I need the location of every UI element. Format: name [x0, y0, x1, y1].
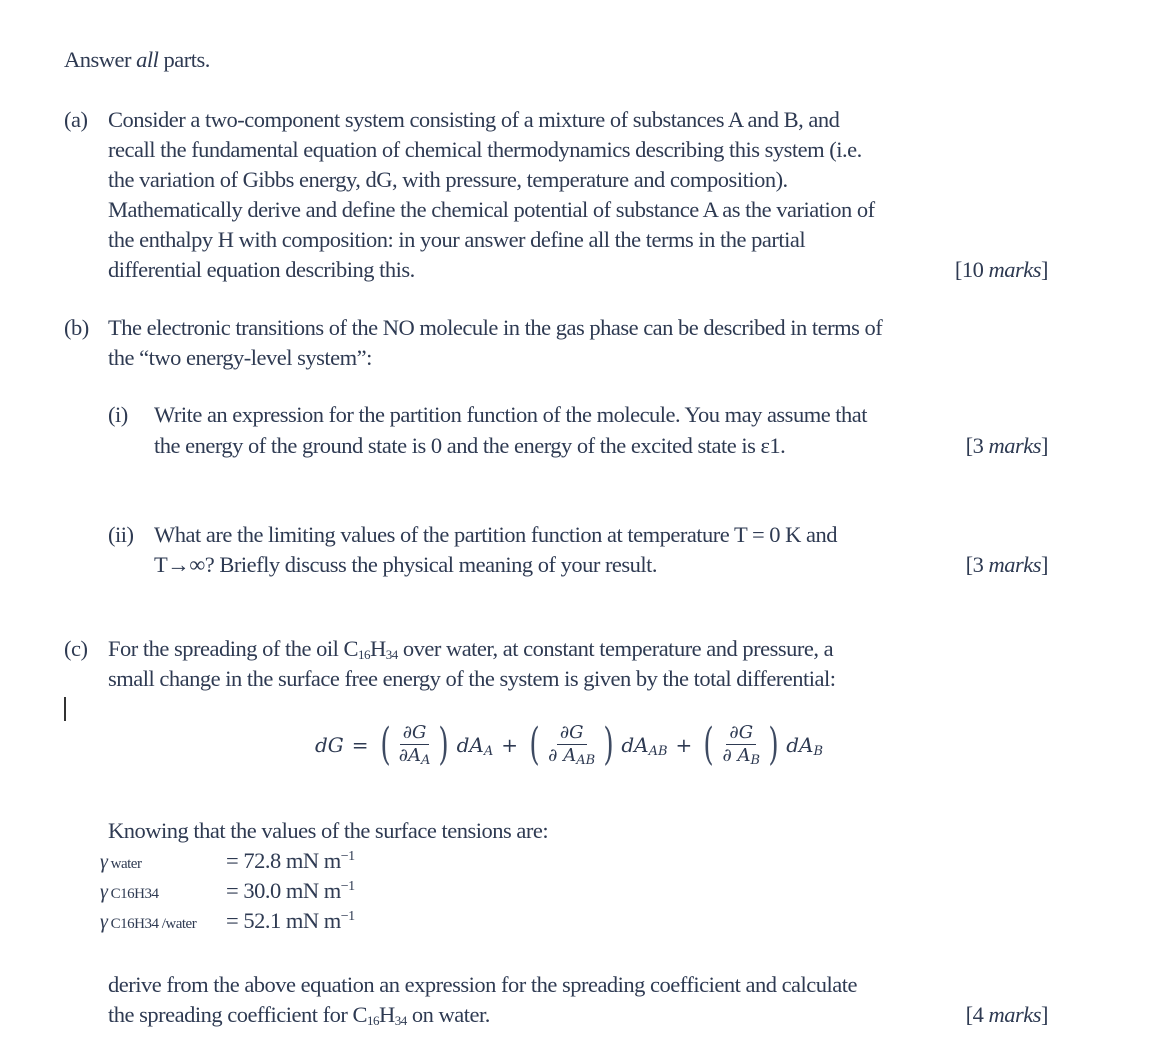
part-a-label: (a)	[64, 107, 88, 132]
den-var: ∂ A	[722, 745, 751, 766]
frac-numerator: ∂G	[557, 722, 587, 745]
tension-oil	[100, 876, 355, 909]
text: H	[369, 636, 386, 661]
tension-exponent: −1	[340, 879, 355, 894]
tension-subscript: water	[107, 856, 142, 872]
tension-water	[100, 846, 355, 879]
subscript: 16	[366, 1013, 379, 1028]
tension-subscript: C16H34	[107, 886, 159, 902]
part-b-i-label: (i)	[108, 402, 128, 427]
part-a-line-2: recall the fundamental equation of chemical thermodynamics describing this system (i.e.	[108, 137, 862, 162]
tension-exponent: −1	[340, 909, 355, 924]
eq-lhs: dG	[315, 732, 344, 757]
differential-2	[621, 733, 667, 757]
marks-word: marks	[988, 1002, 1041, 1027]
diff-sub: B	[813, 743, 824, 759]
subscript: 34	[385, 647, 398, 662]
subscript: 34	[394, 1013, 407, 1028]
paren-open-icon: (	[379, 718, 391, 770]
den-var: ∂ A	[548, 745, 577, 766]
part-b-ii-marks	[966, 550, 1048, 580]
text-cursor	[64, 697, 66, 721]
gamma-symbol: γ	[100, 851, 108, 873]
paren-close-icon: )	[603, 718, 614, 770]
part-b-i-marks	[966, 431, 1048, 461]
instruction-emphasis: all	[136, 47, 159, 72]
knowing-line: Knowing that the values of the surface tensions are:	[108, 818, 549, 843]
part-b-label: (b)	[64, 315, 89, 340]
tension-value: = 52.1 mN m	[226, 908, 341, 933]
eq-plus: +	[501, 732, 518, 757]
text: For the spreading of the oil C	[108, 636, 358, 661]
instruction	[64, 45, 210, 75]
instruction-text-end: parts.	[158, 47, 210, 72]
eq-plus: +	[675, 732, 693, 757]
part-a-marks	[955, 255, 1048, 285]
frac-denominator	[719, 745, 763, 767]
marks-bracket: ]	[1041, 552, 1048, 577]
part-b-ii-label: (ii)	[108, 522, 134, 547]
part-b-i-line-1: Write an expression for the partition function of the molecule. You may assume that	[154, 402, 868, 427]
tension-oil-water	[100, 906, 355, 939]
partial-fraction-2	[545, 722, 598, 767]
text: H	[378, 1002, 395, 1027]
marks-word: marks	[988, 433, 1041, 458]
marks-bracket: ]	[1041, 1002, 1048, 1027]
part-b-line-2: the “two energy-level system”:	[108, 345, 372, 370]
marks-number: [10	[954, 257, 989, 282]
marks-number: [3	[965, 552, 989, 577]
text: over water, at constant temperature and pressure, a	[397, 636, 834, 661]
marks-number: [3	[965, 433, 989, 458]
frac-denominator	[545, 745, 598, 767]
part-c-line-2: small change in the surface free energy of the system is given by the total differential:	[108, 666, 836, 691]
tension-subscript: C16H34 /water	[107, 916, 197, 932]
part-a-line-3: the variation of Gibbs energy, dG, with pressure, temperature and composition).	[108, 167, 788, 192]
diff-sub: AB	[648, 743, 668, 759]
diff-sub: A	[483, 743, 494, 759]
marks-number: [4	[965, 1002, 989, 1027]
frac-denominator	[396, 745, 434, 767]
part-c-label: (c)	[64, 636, 88, 661]
tension-label	[100, 877, 226, 909]
part-a-line-4: Mathematically derive and define the chemical potential of substance A as the variation of	[108, 197, 875, 222]
den-var: ∂A	[398, 745, 422, 766]
instruction-text: Answer	[64, 47, 137, 72]
tension-label	[100, 907, 226, 939]
text: on water.	[406, 1002, 490, 1027]
marks-bracket: ]	[1041, 433, 1048, 458]
total-differential-equation	[315, 718, 824, 770]
partial-fraction-1	[396, 722, 434, 767]
frac-numerator: ∂G	[726, 722, 756, 745]
tension-value: = 30.0 mN m	[226, 878, 341, 903]
paren-open-icon: (	[703, 718, 715, 770]
differential-1	[457, 733, 494, 757]
part-a-line-6: differential equation describing this.	[108, 257, 415, 282]
diff: dA	[786, 732, 814, 757]
part-a-line-1: Consider a two-component system consisting of a mixture of substances A and B, and	[108, 107, 840, 132]
part-c-line-1	[108, 634, 833, 664]
part-a-line-5: the enthalpy H with composition: in your answer define all the terms in the partial	[108, 227, 806, 252]
den-sub: AB	[576, 753, 596, 768]
paren-close-icon: )	[438, 718, 450, 770]
paren-close-icon: )	[768, 718, 779, 770]
gamma-symbol: γ	[100, 881, 108, 903]
part-c-final-line-1: derive from the above equation an expression for the spreading coefficient and calculate	[108, 972, 858, 997]
tension-exponent: −1	[340, 849, 355, 864]
differential-3	[786, 733, 823, 757]
marks-word: marks	[988, 552, 1041, 577]
den-sub: B	[750, 753, 761, 768]
eq-equals: =	[351, 732, 369, 757]
den-sub: A	[421, 753, 431, 768]
diff: dA	[456, 732, 484, 757]
tension-label	[100, 847, 226, 879]
marks-word: marks	[988, 257, 1041, 282]
part-c-final-line-2	[108, 1000, 490, 1030]
part-b-ii-line-2: T→∞? Briefly discuss the physical meaning of your result.	[154, 552, 658, 577]
diff: dA	[621, 732, 649, 757]
marks-bracket: ]	[1041, 257, 1048, 282]
partial-fraction-3	[719, 722, 763, 767]
part-b-line-1: The electronic transitions of the NO molecule in the gas phase can be described in terms of	[108, 315, 883, 340]
part-c-marks	[966, 1000, 1048, 1030]
part-b-i-line-2: the energy of the ground state is 0 and the energy of the excited state is ε1.	[154, 433, 786, 458]
part-b-ii-line-1: What are the limiting values of the partition function at temperature T = 0 K and	[154, 522, 838, 547]
paren-open-icon: (	[529, 718, 540, 770]
gamma-symbol: γ	[100, 911, 108, 933]
tension-value: = 72.8 mN m	[226, 848, 341, 873]
text: the spreading coefficient for C	[108, 1002, 367, 1027]
frac-numerator: ∂G	[400, 722, 430, 745]
subscript: 16	[357, 647, 370, 662]
